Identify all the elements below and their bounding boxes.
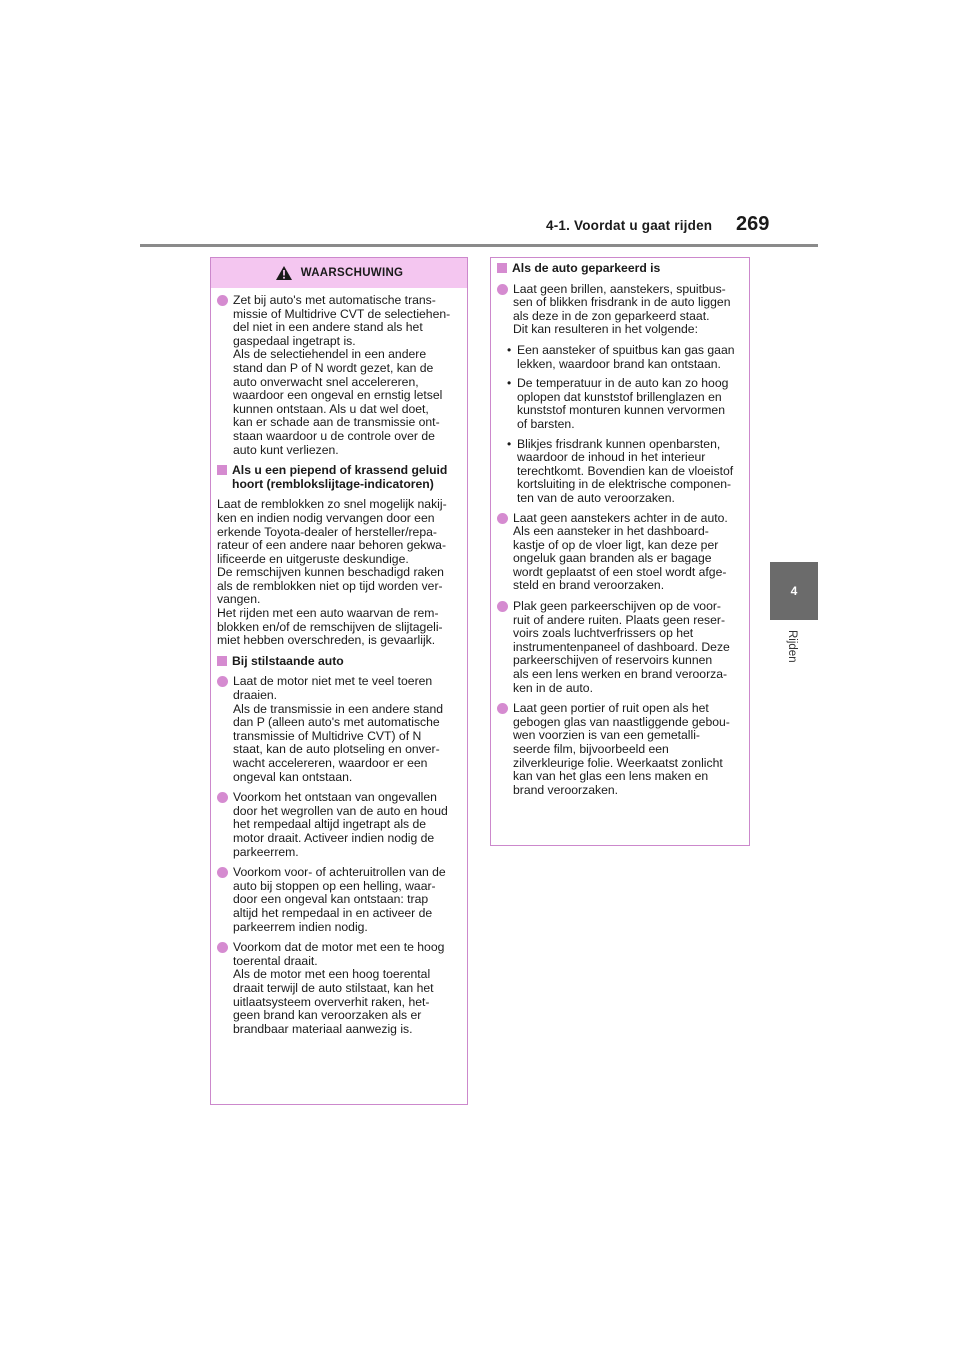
section-heading-text: Als de auto geparkeerd is [512,261,661,275]
bullet-icon [497,513,508,524]
list-item-text: Laat geen aanstekers achter in de auto. Als een aansteker in het dashboard- kastje of op de vloer ligt, kan deze per ongeluk gaan branden als er bagage wordt geplaatst of een stoel wordt afge- steld en brand veroorzaken. [513,510,728,593]
square-bullet-icon [497,263,507,273]
sub-list-item [497,377,744,431]
chapter-label: Rijden [786,630,798,663]
list-item-text: Voorkom voor- of achteruitrollen van de auto bij stoppen op een helling, waar- door een ongeval kan ontstaan: trap altijd het rempedaal in en activeer de parkeerrem indien nodig. [233,865,446,934]
sub-bullet-icon: • [507,342,512,357]
section-heading [217,464,462,491]
bullet-icon [497,703,508,714]
list-item-text: Voorkom dat de motor met een te hoog toerental draait. Als de motor met een hoog toerental draait terwijl de auto stilstaat, kan het uitlaatsysteem oververhit raken, het- geen brand kan veroorzaken als er brandbaar materiaal aanwezig is. [233,940,445,1036]
sub-list-item-text: Blikjes frisdrank kunnen openbarsten, waardoor de inhoud in het interieur terechtkomt. Bovendien kan de vloeistof kortsluiting in de elektrische componen- ten van de auto veroorzaken. [517,436,734,505]
list-item [497,283,744,337]
warning-title: WAARSCHUWING [300,267,404,279]
chapter-number: 4 [790,584,798,598]
header-divider [140,244,818,247]
sub-list-item [497,438,744,506]
list-item [497,702,744,797]
section-title: 4-1. Voordat u gaat rijden [546,218,713,233]
bullet-icon [497,284,508,295]
section-heading-text: Bij stilstaande auto [232,653,344,668]
list-item [217,866,462,934]
bullet-icon [217,792,228,803]
square-bullet-icon [217,656,227,666]
list-item [217,675,462,784]
list-item-text: Laat geen portier of ruit open als het gebogen glas van naastliggende gebou- wen voorzien is van een gemetalli- seerde film, bijvoorbeeld een zilverkleurige folie. Weerkaatst zonlicht kan van het glas een lens maken en brand veroorzaken. [513,701,730,797]
parking-warning-box [490,257,750,846]
section-heading-text: Als u een piepend of krassend geluid hoort (remblokslijtage-indicatoren) [232,463,448,491]
list-item-text: Laat de motor niet met te veel toeren draaien. Als de transmissie in een andere stand dan P (alleen auto's met automatische transmissie of Multidrive CVT) of N staat, kan de auto plotseling en onver- wacht accelereren, waardoor er een ongeval kan ontstaan. [233,674,444,784]
square-bullet-icon [217,465,227,475]
chapter-tab[interactable] [770,562,818,620]
section-heading [217,655,462,669]
list-item-text: Voorkom het ontstaan van ongevallen door het wegrollen van de auto en houd het rempedaal altijd ingetrapt als de motor draait. Activeer indien nodig de parkeerrem. [233,790,448,859]
sub-bullet-icon: • [507,376,512,391]
list-item [217,941,462,1036]
list-item [497,512,744,594]
bullet-icon [217,867,228,878]
bullet-icon [217,676,228,687]
warning-triangle-icon [275,265,293,281]
warning-box [210,257,468,1105]
paragraph: Laat de remblokken zo snel mogelijk nakij- ken en indien nodig vervangen door een erkende Toyota-dealer of hersteller/repa- rateur of een andere naar behoren gekwa- lificeerde en uitgeruste deskundige. De remschijven kunnen beschadigd raken als de remblokken niet op tijd worden ver- vangen. Het rijden met een auto waarvan de rem- blokken en/of de remschijven de slijtageli- miet hebben overschreden, is gevaarlijk. [217,497,447,648]
bullet-icon [217,295,228,306]
list-item-text: Plak geen parkeerschijven op de voor- ruit of andere ruiten. Plaats geen reser- voirs zoals luchtverfrissers op het instrumentenpaneel of dashboard. Deze parkeerschijven of reservoirs kunnen als een lens werken en brand veroorza- ken in de auto. [513,599,730,695]
list-item-text: Zet bij auto's met automatische trans- missie of Multidrive CVT de selectiehen- del niet in een andere stand als het gaspedaal ingetrapt is. Als de selectiehendel in een andere stand dan P of N wordt gezet, kan de auto onverwacht snel accelereren, waardoor een ongeval en ernstig letsel kunnen ontstaan. Als u dat wel doet, kan er schade aan de transmissie ont- staan waardoor u de controle over de auto kunt verliezen. [233,293,451,457]
sub-list-item-text: Een aansteker of spuitbus kan gas gaan lekken, waardoor brand kan ontstaan. [517,342,735,371]
bullet-icon [497,601,508,612]
sub-bullet-icon: • [507,436,512,451]
list-item [217,294,462,457]
sub-list-item-text: De temperatuur in de auto kan zo hoog oplopen dat kunststof brillenglazen en kunststof monturen kunnen vervormen of barsten. [517,376,729,431]
page-number: 269 [736,213,770,235]
sub-list-item [497,344,744,371]
warning-header [211,258,467,288]
list-item [497,600,744,695]
list-item-text: Laat geen brillen, aanstekers, spuitbus- sen of blikken frisdrank in de auto liggen als deze in de zon geparkeerd staat. Dit kan resulteren in het volgende: [513,281,731,337]
bullet-icon [217,942,228,953]
section-heading [497,262,744,276]
list-item [217,791,462,859]
